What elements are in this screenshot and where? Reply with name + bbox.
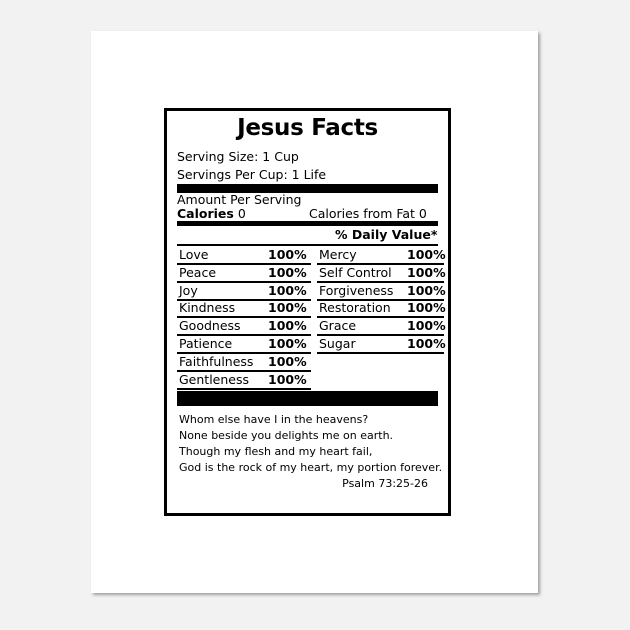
left-nutrient-value: 100% bbox=[268, 282, 307, 298]
left-nutrient-name: Joy bbox=[179, 282, 198, 298]
left-nutrient-name: Love bbox=[179, 247, 209, 262]
label-title: Jesus Facts bbox=[237, 115, 378, 141]
calories-label: Calories bbox=[177, 206, 234, 221]
left-nutrient-value: 100% bbox=[268, 318, 307, 334]
right-nutrient-name: Restoration bbox=[319, 300, 391, 316]
calories-from-fat: Calories from Fat 0 bbox=[309, 206, 427, 221]
left-nutrient-name: Patience bbox=[179, 336, 233, 351]
amount-per-serving: Amount Per Serving bbox=[177, 192, 302, 207]
left-row-divider bbox=[177, 388, 311, 390]
right-nutrient-name: Sugar bbox=[319, 336, 356, 351]
serving-size: Serving Size: 1 Cup bbox=[177, 149, 299, 164]
right-nutrient-value: 100% bbox=[407, 300, 446, 316]
calories-value: 0 bbox=[237, 206, 246, 221]
servings-per-cup: Servings Per Cup: 1 Life bbox=[177, 167, 327, 182]
quote-line: Whom else have I in the heavens? bbox=[179, 413, 369, 426]
right-nutrient-value: 100% bbox=[407, 318, 446, 334]
right-nutrient-name: Forgiveness bbox=[319, 282, 394, 298]
left-nutrient-name: Peace bbox=[179, 264, 217, 280]
left-nutrient-value: 100% bbox=[268, 264, 307, 280]
left-nutrient-value: 100% bbox=[268, 247, 307, 262]
nutrition-label bbox=[164, 108, 451, 516]
quote-line: God is the rock of my heart, my portion forever. bbox=[179, 461, 443, 474]
daily-value-header: % Daily Value* bbox=[335, 227, 438, 242]
left-nutrient-name: Kindness bbox=[179, 300, 236, 316]
right-nutrient-value: 100% bbox=[407, 264, 446, 280]
left-nutrient-value: 100% bbox=[268, 371, 307, 387]
left-nutrient-value: 100% bbox=[268, 353, 307, 369]
thin-divider bbox=[177, 244, 438, 246]
left-nutrient-name: Gentleness bbox=[179, 371, 250, 387]
left-nutrient-name: Faithfulness bbox=[179, 353, 254, 369]
medium-divider bbox=[177, 221, 438, 226]
right-nutrient-name: Mercy bbox=[319, 247, 357, 262]
right-nutrient-name: Grace bbox=[319, 318, 357, 334]
left-nutrient-name: Goodness bbox=[179, 318, 241, 334]
right-row-divider bbox=[317, 352, 444, 354]
right-nutrient-name: Self Control bbox=[319, 264, 392, 280]
thick-divider-bottom bbox=[177, 391, 438, 406]
psalm-citation: Psalm 73:25-26 bbox=[342, 477, 428, 490]
left-nutrient-value: 100% bbox=[268, 300, 307, 316]
right-nutrient-value: 100% bbox=[407, 282, 446, 298]
right-nutrient-value: 100% bbox=[407, 336, 446, 351]
calories-row bbox=[177, 206, 246, 221]
quote-line: Though my flesh and my heart fail, bbox=[179, 445, 373, 458]
right-nutrient-value: 100% bbox=[407, 247, 446, 262]
quote-line: None beside you delights me on earth. bbox=[179, 429, 394, 442]
left-nutrient-value: 100% bbox=[268, 336, 307, 351]
